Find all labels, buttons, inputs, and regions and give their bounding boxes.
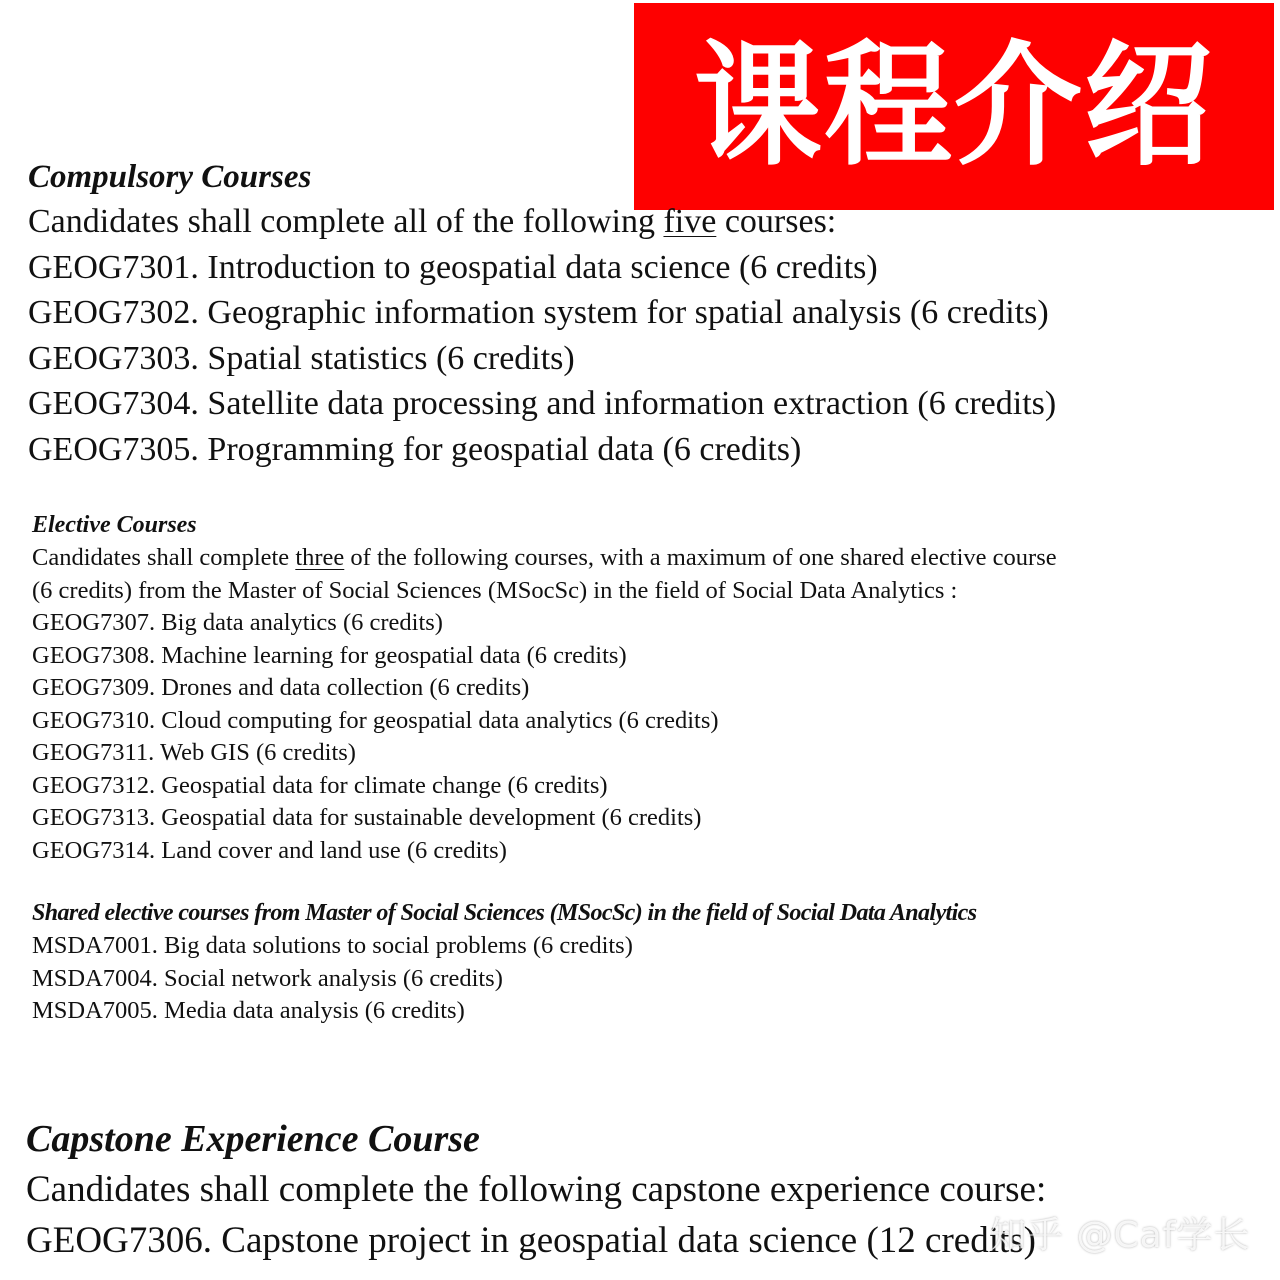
- intro-text: Candidates shall complete: [32, 544, 296, 571]
- capstone-heading: Capstone Experience Course: [26, 1118, 480, 1160]
- course-item: GEOG7308. Machine learning for geospatial data (6 credits): [32, 641, 627, 669]
- course-item: GEOG7314. Land cover and land use (6 credits): [32, 836, 507, 864]
- course-item: GEOG7309. Drones and data collection (6 credits): [32, 674, 530, 701]
- course-item: GEOG7312. Geospatial data for climate change (6 credits): [32, 771, 608, 799]
- compulsory-section: [28, 155, 1056, 472]
- elective-intro-line2: (6 credits) from the Master of Social Sciences (MSocSc) in the field of Social Data Analytics :: [32, 576, 958, 604]
- course-item: MSDA7005. Media data analysis (6 credits): [32, 997, 465, 1024]
- course-item: MSDA7004. Social network analysis (6 credits): [32, 964, 503, 992]
- capstone-intro: Candidates shall complete the following capstone experience course:: [26, 1169, 1047, 1210]
- course-item: GEOG7306. Capstone project in geospatial data science (12 credits): [26, 1220, 1036, 1261]
- course-item: GEOG7303. Spatial statistics (6 credits): [28, 339, 575, 377]
- compulsory-heading: Compulsory Courses: [28, 159, 312, 195]
- intro-text: Candidates shall complete all of the following: [28, 203, 664, 240]
- intro-text: of the following courses, with a maximum of one shared elective course: [344, 544, 1057, 571]
- compulsory-intro: [28, 199, 1056, 245]
- course-item: GEOG7310. Cloud computing for geospatial data analytics (6 credits): [32, 706, 719, 734]
- course-item: GEOG7311. Web GIS (6 credits): [32, 739, 356, 766]
- course-item: GEOG7302. Geographic information system for spatial analysis (6 credits): [28, 294, 1049, 331]
- intro-text: courses:: [716, 203, 837, 240]
- course-item: MSDA7001. Big data solutions to social problems (6 credits): [32, 932, 633, 959]
- elective-heading: Elective Courses: [32, 512, 197, 538]
- banner-title: 课程介绍: [693, 27, 1214, 185]
- course-item: GEOG7301. Introduction to geospatial data science (6 credits): [28, 248, 878, 286]
- intro-emphasis: three: [295, 544, 345, 571]
- course-item: GEOG7304. Satellite data processing and information extraction (6 credits): [28, 385, 1057, 422]
- course-item: GEOG7313. Geospatial data for sustainable development (6 credits): [32, 804, 702, 831]
- watermark: 知乎 @Caf学长: [990, 1215, 1251, 1256]
- course-item: GEOG7305. Programming for geospatial data (6 credits): [28, 430, 802, 468]
- intro-emphasis: five: [663, 203, 717, 240]
- elective-intro: [32, 542, 1057, 575]
- capstone-section: [26, 1114, 1046, 1266]
- course-item: GEOG7307. Big data analytics (6 credits): [32, 609, 443, 636]
- elective-section: [32, 509, 1057, 867]
- shared-heading: Shared elective courses from Master of Social Sciences (MSocSc) in the field of Social Data Analytics: [32, 900, 977, 926]
- shared-elective-section: [32, 897, 976, 1028]
